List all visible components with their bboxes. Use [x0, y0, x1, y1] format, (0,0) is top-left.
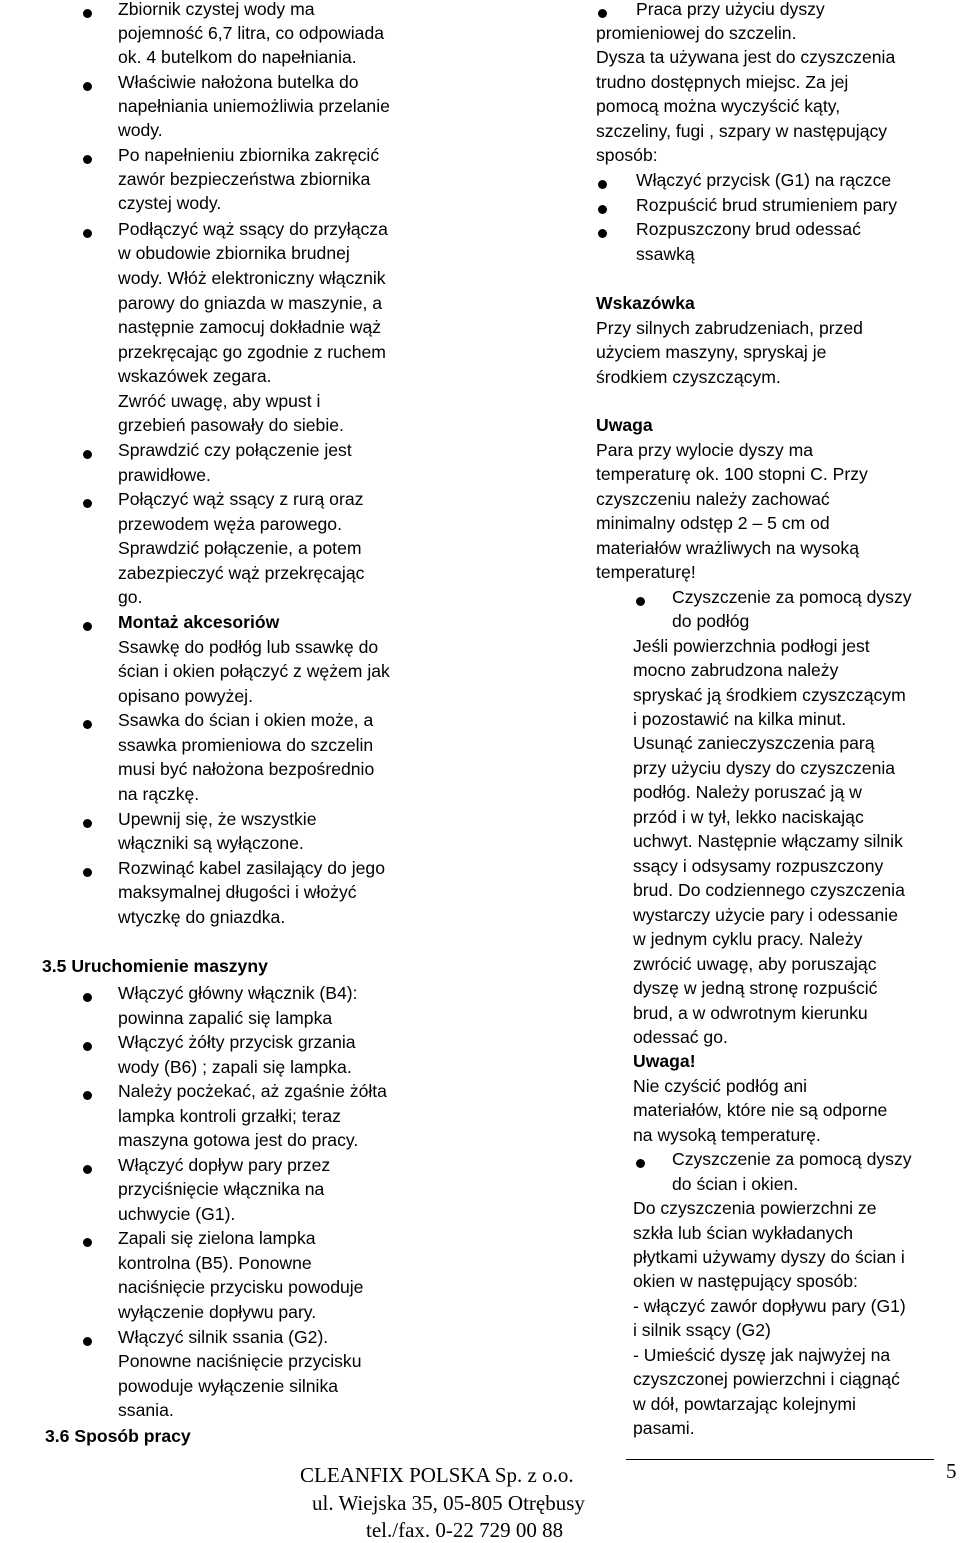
- text-line: Przy silnych zabrudzeniach, przed: [596, 318, 863, 338]
- text-line: powinna zapalić się lampka: [118, 1008, 333, 1028]
- text-line: pomocą można wyczyścić kąty,: [596, 96, 841, 116]
- text-line: szczeliny, fugi , szpary w następujący: [596, 121, 888, 141]
- text-line: przyciśnięcie włącznika na: [118, 1179, 325, 1199]
- text-line: ssawką: [636, 244, 695, 264]
- warning-heading: Uwaga!: [633, 1051, 696, 1071]
- text-line: sposób:: [596, 145, 658, 165]
- text-line: prawidłowe.: [118, 465, 211, 485]
- text-line: Włączyć główny włącznik (B4):: [118, 983, 358, 1003]
- warning-heading: Uwaga: [596, 415, 653, 435]
- text-line: włączniki są wyłączone.: [118, 833, 304, 853]
- text-line: Czyszczenie za pomocą dyszy: [672, 587, 912, 607]
- text-line: następnie zamocuj dokładnie wąż: [118, 317, 382, 337]
- text-line: na wysoką temperaturę.: [633, 1125, 821, 1145]
- text-line: ssania.: [118, 1400, 174, 1420]
- text-line: Właściwie nałożona butelka do: [118, 72, 359, 92]
- text-line: uchwyt. Następnie włączamy silnik: [633, 831, 903, 851]
- text-line: w dół, powtarzając kolejnymi: [633, 1394, 856, 1414]
- text-line: spryskać ją środkiem czyszczącym: [633, 685, 906, 705]
- text-line: środkiem czyszczącym.: [596, 367, 781, 387]
- text-line: Rozpuszczony brud odessać: [636, 219, 861, 239]
- bullet-icon: [598, 180, 607, 189]
- bullet-icon: [83, 155, 92, 164]
- text-line: materiałów wrażliwych na wysoką: [596, 538, 860, 558]
- text-line: Jeśli powierzchnia podłogi jest: [633, 636, 870, 656]
- text-line: ssący i odsysamy rozpuszczony: [633, 856, 884, 876]
- text-line: przy użyciu dyszy do czyszczenia: [633, 758, 896, 778]
- text-line: temperaturę!: [596, 562, 696, 582]
- text-line: wody (B6) ; zapali się lampka.: [118, 1057, 352, 1077]
- text-line: Włączyć przycisk (G1) na rączce: [636, 170, 892, 190]
- text-line: Należy pocżekać, aż zgaśnie żółta: [118, 1081, 387, 1101]
- text-line: czyszczonej powierzchni i ciągnąć: [633, 1369, 900, 1389]
- text-line: brud. Do codziennego czyszczenia: [633, 880, 905, 900]
- bullet-icon: [83, 1165, 92, 1174]
- text-line: na rączkę.: [118, 784, 200, 804]
- text-line: pasami.: [633, 1418, 695, 1438]
- text-line: Włączyć dopływ pary przez: [118, 1155, 331, 1175]
- text-line: do podłóg: [672, 611, 750, 631]
- hint-heading: Wskazówka: [596, 293, 695, 313]
- text-line: Rozwinąć kabel zasilający do jego: [118, 858, 385, 878]
- text-line: parowy do gniazda w maszynie, a: [118, 293, 383, 313]
- bullet-icon: [83, 1238, 92, 1247]
- text-line: grzebień pasowały do siebie.: [118, 415, 344, 435]
- bullet-icon: [83, 1337, 92, 1346]
- bullet-icon: [83, 229, 92, 238]
- footer-company: CLEANFIX POLSKA Sp. z o.o.: [300, 1463, 574, 1487]
- text-line: musi być nałożona bezpośrednio: [118, 759, 375, 779]
- footer-divider: [626, 1459, 934, 1460]
- bullet-icon: [636, 1159, 645, 1168]
- text-line: wystarczy użycie pary i odessanie: [633, 905, 898, 925]
- bullet-icon: [83, 1091, 92, 1100]
- text-line: Upewnij się, że wszystkie: [118, 809, 317, 829]
- text-line: uchwycie (G1).: [118, 1204, 236, 1224]
- text-line: opisano powyżej.: [118, 686, 253, 706]
- text-line: Dysza ta używana jest do czyszczenia: [596, 47, 896, 67]
- page-number: 5: [946, 1459, 957, 1483]
- text-line: minimalny odstęp 2 – 5 cm od: [596, 513, 830, 533]
- text-line: Do czyszczenia powierzchni ze: [633, 1198, 877, 1218]
- bullet-icon: [598, 9, 607, 18]
- text-line: materiałów, które nie są odporne: [633, 1100, 888, 1120]
- text-line: Praca przy użyciu dyszy: [636, 0, 825, 19]
- text-line: naciśnięcie przycisku powoduje: [118, 1277, 364, 1297]
- text-line: Połączyć wąż ssący z rurą oraz: [118, 489, 364, 509]
- text-line: Czyszczenie za pomocą dyszy: [672, 1149, 912, 1169]
- section-heading: Montaż akcesoriów: [118, 612, 280, 632]
- text-line: wtyczkę do gniazdka.: [118, 907, 286, 927]
- footer-address: ul. Wiejska 35, 05-805 Otrębusy: [312, 1491, 585, 1515]
- text-line: maszyna gotowa jest do pracy.: [118, 1130, 359, 1150]
- text-line: Rozpuścić brud strumieniem pary: [636, 195, 898, 215]
- bullet-icon: [83, 720, 92, 729]
- text-line: mocno zabrudzona należy: [633, 660, 839, 680]
- text-line: maksymalnej długości i włożyć: [118, 882, 357, 902]
- text-line: zwrócić uwagę, aby poruszając: [633, 954, 877, 974]
- text-line: czystej wody.: [118, 193, 222, 213]
- text-line: wody.: [118, 120, 163, 140]
- footer-phone: tel./fax. 0-22 729 00 88: [366, 1518, 564, 1542]
- text-line: Sprawdzić połączenie, a potem: [118, 538, 362, 558]
- text-line: - włączyć zawór dopływu pary (G1): [633, 1296, 906, 1316]
- text-line: dyszę w jedną stronę rozpuścić: [633, 978, 878, 998]
- text-line: przekręcając go zgodnie z ruchem: [118, 342, 386, 362]
- text-line: okien w następujący sposób:: [633, 1271, 858, 1291]
- bullet-icon: [83, 82, 92, 91]
- text-line: zawór bezpieczeństwa zbiornika: [118, 169, 371, 189]
- text-line: przód i w tył, lekko naciskając: [633, 807, 864, 827]
- bullet-icon: [83, 622, 92, 631]
- text-line: ssawka promieniowa do szczelin: [118, 735, 374, 755]
- bullet-icon: [83, 9, 92, 18]
- text-line: szkła lub ścian wykładanych: [633, 1223, 854, 1243]
- bullet-icon: [83, 1042, 92, 1051]
- text-line: płytkami używamy dyszy do ścian i: [633, 1247, 905, 1267]
- bullet-icon: [83, 868, 92, 877]
- text-line: wyłączenie dopływu pary.: [118, 1302, 317, 1322]
- text-line: Podłączyć wąż ssący do przyłącza: [118, 219, 388, 239]
- text-line: lampka kontroli grzałki; teraz: [118, 1106, 341, 1126]
- text-line: w obudowie zbiornika brudnej: [118, 243, 350, 263]
- text-line: podłóg. Należy poruszać ją w: [633, 782, 862, 802]
- text-line: napełniania uniemożliwia przelanie: [118, 96, 390, 116]
- text-line: go.: [118, 587, 143, 607]
- text-line: ok. 4 butelkom do napełniania.: [118, 47, 357, 67]
- text-line: Para przy wylocie dyszy ma: [596, 440, 814, 460]
- text-line: brud, a w odwrotnym kierunku: [633, 1003, 868, 1023]
- text-line: Włączyć żółty przycisk grzania: [118, 1032, 356, 1052]
- text-line: Włączyć silnik ssania (G2).: [118, 1327, 329, 1347]
- text-line: odessać go.: [633, 1027, 728, 1047]
- bullet-icon: [83, 450, 92, 459]
- text-line: Usunąć zanieczyszczenia parą: [633, 733, 875, 753]
- text-line: i pozostawić na kilka minut.: [633, 709, 847, 729]
- text-line: zabezpieczyć wąż przekręcając: [118, 563, 365, 583]
- text-line: wskazówek zegara.: [118, 366, 272, 386]
- text-line: - Umieścić dyszę jak najwyżej na: [633, 1345, 891, 1365]
- text-line: czyszczeniu należy zachować: [596, 489, 830, 509]
- text-line: wody. Włóż elektroniczny włącznik: [118, 268, 386, 288]
- text-line: Ssawkę do podłóg lub ssawkę do: [118, 637, 379, 657]
- text-line: Ssawka do ścian i okien może, a: [118, 710, 374, 730]
- text-line: kontrolna (B5). Ponowne: [118, 1253, 312, 1273]
- text-line: Nie czyścić podłóg ani: [633, 1076, 808, 1096]
- bullet-icon: [83, 819, 92, 828]
- bullet-icon: [598, 205, 607, 214]
- text-line: ścian i okien połączyć z wężem jak: [118, 661, 390, 681]
- bullet-icon: [636, 597, 645, 606]
- text-line: temperaturę ok. 100 stopni C. Przy: [596, 464, 868, 484]
- text-line: pojemność 6,7 litra, co odpowiada: [118, 23, 385, 43]
- section-heading: 3.6 Sposób pracy: [45, 1426, 191, 1446]
- text-line: do ścian i okien.: [672, 1174, 799, 1194]
- text-line: Po napełnieniu zbiornika zakręcić: [118, 145, 380, 165]
- text-line: użyciem maszyny, spryskaj je: [596, 342, 827, 362]
- bullet-icon: [598, 229, 607, 238]
- text-line: promieniowej do szczelin.: [596, 23, 797, 43]
- section-heading: 3.5 Uruchomienie maszyny: [42, 956, 268, 976]
- text-line: Sprawdzić czy połączenie jest: [118, 440, 352, 460]
- text-line: Zwróć uwagę, aby wpust i: [118, 391, 321, 411]
- text-line: Zapali się zielona lampka: [118, 1228, 316, 1248]
- bullet-icon: [83, 993, 92, 1002]
- bullet-icon: [83, 499, 92, 508]
- text-line: powoduje wyłączenie silnika: [118, 1376, 339, 1396]
- text-line: trudno dostępnych miejsc. Za jej: [596, 72, 849, 92]
- text-line: i silnik ssący (G2): [633, 1320, 771, 1340]
- text-line: przewodem węża parowego.: [118, 514, 342, 534]
- text-line: Ponowne naciśnięcie przycisku: [118, 1351, 362, 1371]
- text-line: Zbiornik czystej wody ma: [118, 0, 315, 19]
- text-line: w jednym cyklu pracy. Należy: [633, 929, 863, 949]
